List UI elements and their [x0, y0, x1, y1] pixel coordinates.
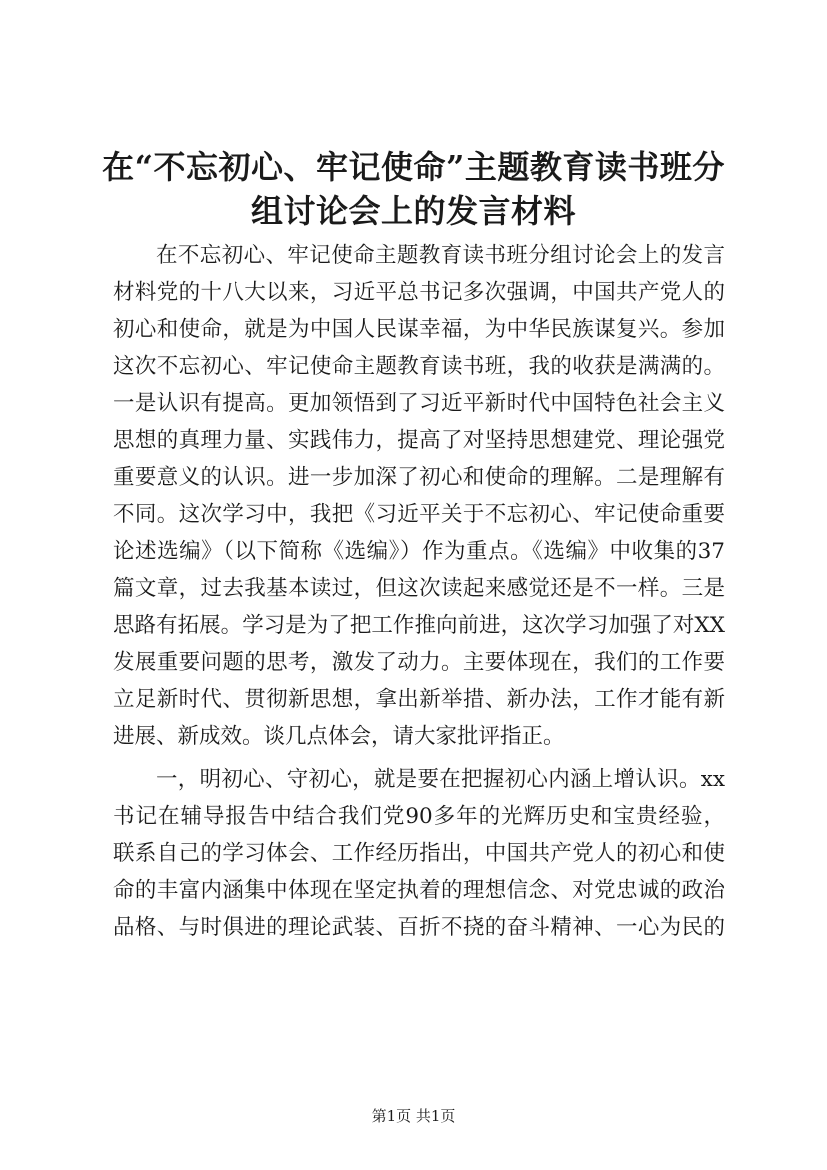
text-line: 发展重要问题的思考，激发了动力。主要体现在，我们的工作要: [113, 650, 725, 675]
document-title: [90, 145, 737, 233]
text-line: 思想的真理力量、实践伟力，提高了对坚持思想建党、理论强党: [113, 428, 725, 453]
text-line: 初心和使命，就是为中国人民谋幸福，为中华民族谋复兴。参加: [113, 317, 725, 342]
text-line: 在不忘初心、牢记使命主题教育读书班分组讨论会上的发言: [156, 243, 725, 268]
text-line: 篇文章，过去我基本读过，但这次读起来感觉还是不一样。三是: [113, 576, 725, 601]
paragraph-2: [113, 761, 725, 946]
text-line: 论述选编》（以下简称《选编》）作为重点。《选编》中收集的37: [113, 539, 725, 564]
text-line: 命的丰富内涵集中体现在坚定执着的理想信念、对党忠诚的政治: [113, 878, 725, 903]
title-line-2: 组讨论会上的发言材料: [250, 192, 576, 230]
text-line: 书记在辅导报告中结合我们党90多年的光辉历史和宝贵经验，: [113, 804, 725, 829]
text-line: 立足新时代、贯彻新思想，拿出新举措、新办法，工作才能有新: [113, 687, 725, 712]
text-line: 不同。这次学习中，我把《习近平关于不忘初心、牢记使命重要: [113, 502, 725, 527]
text-line: 这次不忘初心、牢记使命主题教育读书班，我的收获是满满的。: [113, 354, 725, 379]
page-number: 第1页 共1页: [371, 1107, 456, 1125]
text-line: 思路有拓展。学习是为了把工作推向前进，这次学习加强了对XX: [113, 613, 725, 638]
paragraph-1: [113, 237, 725, 755]
text-line: 进展、新成效。谈几点体会，请大家批评指正。: [113, 724, 565, 749]
text-line: 联系自己的学习体会、工作经历指出，中国共产党人的初心和使: [113, 841, 725, 866]
text-line: 一是认识有提高。更加领悟到了习近平新时代中国特色社会主义: [113, 391, 725, 416]
text-line: 重要意义的认识。进一步加深了初心和使命的理解。二是理解有: [113, 465, 725, 490]
text-line: 材料党的十八大以来，习近平总书记多次强调，中国共产党人的: [113, 280, 725, 305]
text-line: 一，明初心、守初心，就是要在把握初心内涵上增认识。xx: [156, 767, 725, 792]
document-body: [113, 237, 725, 946]
text-line: 品格、与时俱进的理论武装、百折不挠的奋斗精神、一心为民的: [113, 915, 725, 940]
title-line-1: 在“不忘初心、牢记使命”主题教育读书班分: [102, 148, 725, 186]
